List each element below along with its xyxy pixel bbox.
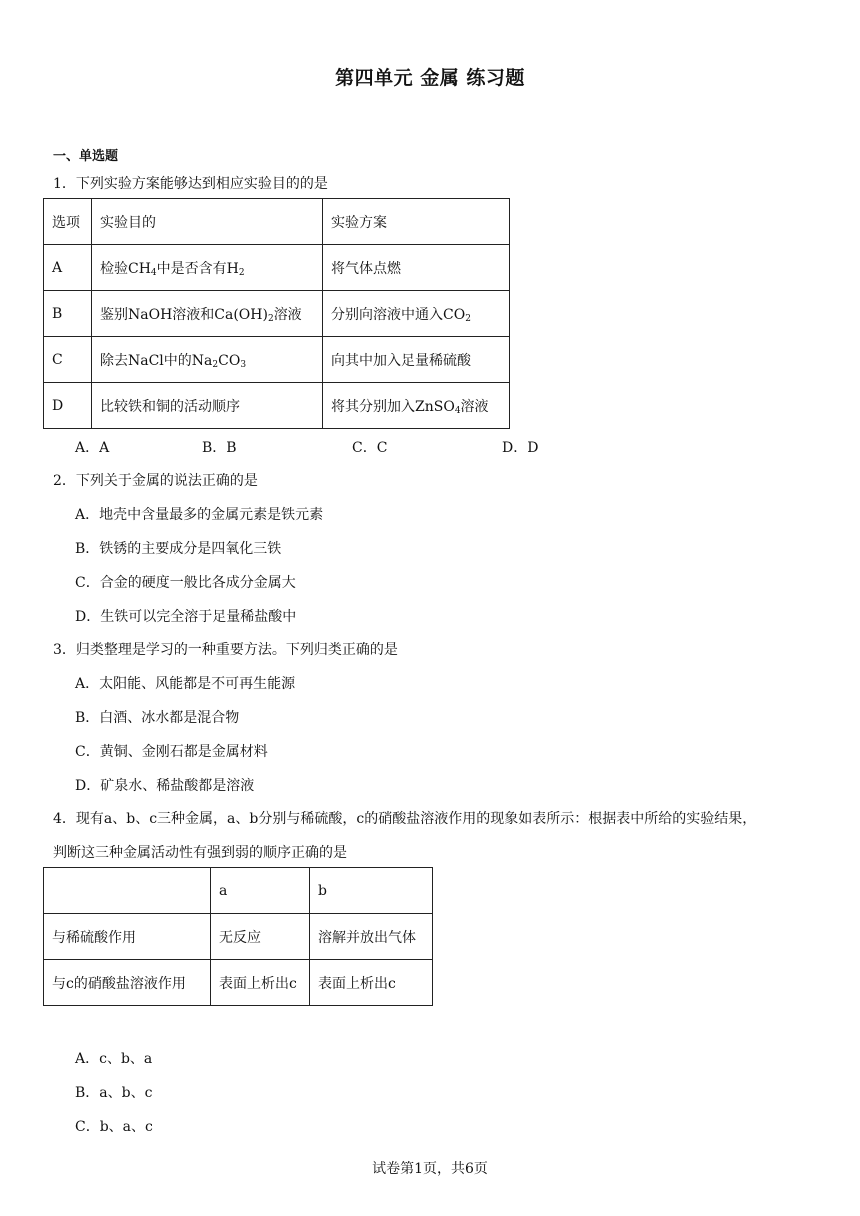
table-header-row	[44, 199, 510, 245]
header-cell-empty	[44, 868, 211, 914]
question-1-table	[43, 198, 510, 429]
question-3-stem: 3．归类整理是学习的一种重要方法。下列归类正确的是	[53, 642, 398, 658]
q1-option-b[interactable]: B．B	[202, 440, 237, 456]
q2-option-b[interactable]: B．铁锈的主要成分是四氧化三铁	[75, 541, 282, 557]
q1-option-a[interactable]: A．A	[75, 440, 110, 456]
header-cell-a: a	[211, 868, 310, 914]
table-row	[44, 914, 433, 960]
result-b-cell: 表面上析出c	[310, 960, 433, 1006]
header-cell-option: 选项	[44, 199, 92, 245]
q3-option-c[interactable]: C．黄铜、金刚石都是金属材料	[75, 744, 268, 760]
table-header-row	[44, 868, 433, 914]
q3-option-b[interactable]: B．白酒、冰水都是混合物	[75, 710, 240, 726]
q3-option-a[interactable]: A．太阳能、风能都是不可再生能源	[75, 676, 296, 692]
page-title: 第四单元 金属 练习题	[335, 67, 525, 89]
q4-option-a[interactable]: A．c、b、a	[75, 1051, 153, 1067]
table-row	[44, 383, 510, 429]
question-4-stem-line2: 判断这三种金属活动性有强到弱的顺序正确的是	[53, 845, 347, 861]
row-label-cell: 与稀硫酸作用	[44, 914, 211, 960]
option-cell: D	[44, 383, 92, 429]
table-row	[44, 337, 510, 383]
q4-option-c[interactable]: C．b、a、c	[75, 1119, 153, 1135]
plan-cell: 将气体点燃	[323, 245, 510, 291]
question-4-stem-line1: 4．现有a、b、c三种金属，a、b分别与稀硫酸，c的硝酸盐溶液作用的现象如表所示：根据表中所给的实验结果，	[53, 811, 757, 827]
header-cell-plan: 实验方案	[323, 199, 510, 245]
purpose-cell: 鉴别NaOH溶液和$Ca(OH)_2$溶液	[92, 291, 323, 337]
result-a-cell: 表面上析出c	[211, 960, 310, 1006]
question-4-table	[43, 867, 433, 1006]
plan-cell: 将其分别加入ZnSO$_4$溶液	[323, 383, 510, 429]
q3-option-d[interactable]: D．矿泉水、稀盐酸都是溶液	[75, 778, 255, 794]
plan-cell: 分别向溶液中通入$CO_2$	[323, 291, 510, 337]
purpose-cell: 检验$CH_4$中是否含有$H_2$	[92, 245, 323, 291]
header-cell-purpose: 实验目的	[92, 199, 323, 245]
section-heading: 一、单选题	[53, 149, 119, 164]
plan-cell: 向其中加入足量稀硫酸	[323, 337, 510, 383]
q4-option-b[interactable]: B．a、b、c	[75, 1085, 153, 1101]
option-cell: C	[44, 337, 92, 383]
question-2-stem: 2．下列关于金属的说法正确的是	[53, 473, 258, 489]
result-b-cell: 溶解并放出气体	[310, 914, 433, 960]
q2-option-d[interactable]: D．生铁可以完全溶于足量稀盐酸中	[75, 609, 297, 625]
purpose-cell: 比较铁和铜的活动顺序	[92, 383, 323, 429]
q2-option-c[interactable]: C．合金的硬度一般比各成分金属大	[75, 575, 296, 591]
option-cell: A	[44, 245, 92, 291]
table-row	[44, 245, 510, 291]
page-footer: 试卷第1页，共6页	[372, 1161, 488, 1177]
purpose-cell: 除去NaCl中的$Na_2CO_3$	[92, 337, 323, 383]
table-row	[44, 960, 433, 1006]
table-row	[44, 291, 510, 337]
q1-option-d[interactable]: D．D	[502, 440, 539, 456]
header-cell-b: b	[310, 868, 433, 914]
question-1-stem: 1．下列实验方案能够达到相应实验目的的是	[53, 176, 328, 192]
option-cell: B	[44, 291, 92, 337]
row-label-cell: 与c的硝酸盐溶液作用	[44, 960, 211, 1006]
q1-option-c[interactable]: C．C	[352, 440, 388, 456]
q2-option-a[interactable]: A．地壳中含量最多的金属元素是铁元素	[75, 507, 324, 523]
result-a-cell: 无反应	[211, 914, 310, 960]
